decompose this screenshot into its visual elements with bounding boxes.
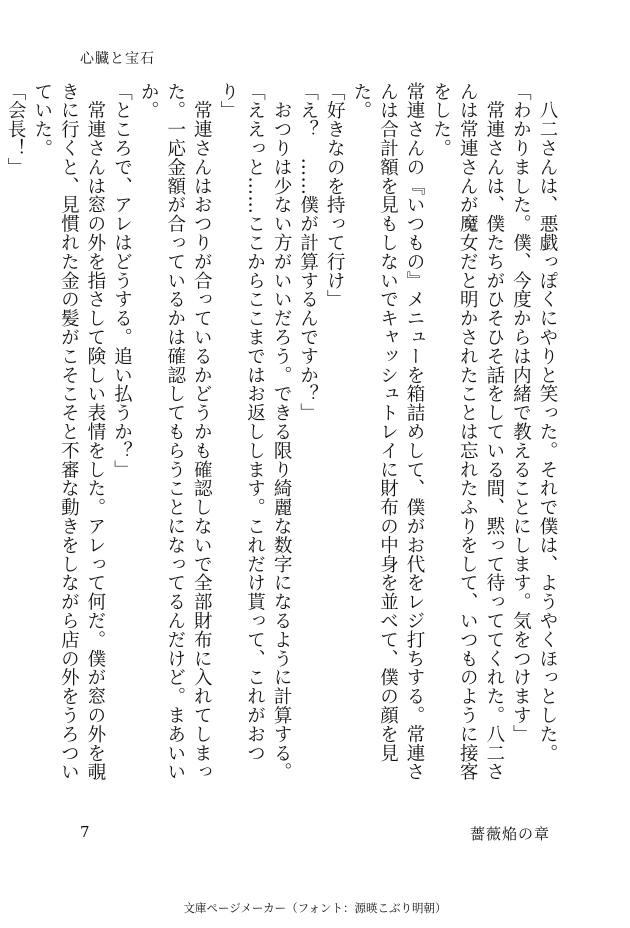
paragraph: 「好きなのを持って行け」: [324, 82, 346, 309]
paragraph: 「え？ ……僕が計算するんですか？」: [297, 82, 319, 423]
paragraph: 「ところで、アレはどうする。追い払うか？」: [111, 82, 133, 479]
paragraph: 八二さんは、悪戯っぽくにやりと笑った。それで僕は、ようやくほっとした。: [537, 82, 558, 763]
running-title: 心臓と宝石: [80, 51, 155, 67]
paragraph: 常連さんの『いつもの』メニューを箱詰めして、僕がお代をレジ打ちする。常連さんは合計額を見もしないでキャッシュトレイに財布の中身を並べて、僕の顔を見た。: [350, 82, 426, 782]
paragraph: 常連さんはおつりが合っているかどうかも確認しないで全部財布に入れてしまった。一応金額が合っているかは確認してもらうことになってるんだけど。まあいいか。: [138, 82, 213, 782]
chapter-title: 薔薇焔の章: [469, 825, 550, 843]
paragraph: 「会長！」: [5, 82, 27, 177]
page-number: 7: [80, 823, 90, 841]
paragraph: 常連さんは、僕たちがひそひそ話をしている間、黙って待っててくれた。八二さんは常連さんが魔女だと明かされたことは忘れたふりをして、いつものように接客をした。: [430, 82, 505, 782]
paragraph: 「ええっと……ここからここまではお返しします。これだけ貰って、これがおつり」: [217, 82, 266, 763]
paragraph: 「わかりました。僕、今度からは内緒で教えることにします。気をつけます」: [510, 82, 532, 744]
paragraph: 常連さんは窓の外を指さして険しい表情をした。アレって何だ。僕が窓の外を覗きに行くと、見慣れた金の髪がこそこそと不審な動きをしながら店の外をうろついていた。: [31, 82, 106, 782]
paragraph: おつりは少ない方がいいだろう。できる限り綺麗な数字になるように計算する。: [271, 82, 293, 782]
footer-credit: 文庫ページメーカー（フォント：源暎こぶり明朝）: [183, 901, 447, 915]
body-text: [5, 82, 560, 782]
